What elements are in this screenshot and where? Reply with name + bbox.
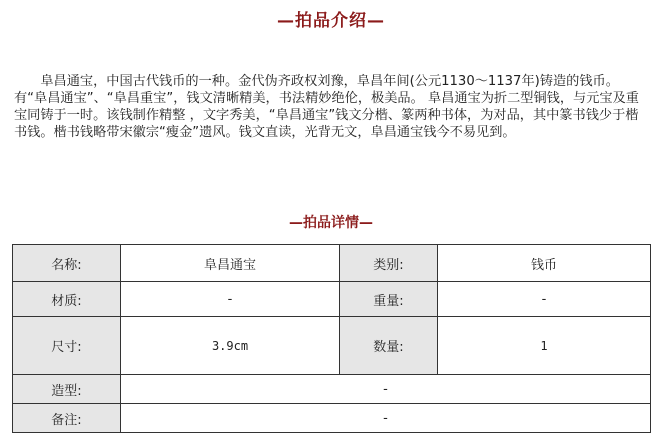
remark-label: 备注: (13, 404, 121, 433)
weight-value: - (438, 282, 651, 317)
details-section-title: —拍品详情— (289, 215, 373, 231)
table-row (13, 317, 651, 375)
category-value: 钱币 (438, 245, 651, 282)
name-value: 阜昌通宝 (121, 245, 340, 282)
quantity-label: 数量: (340, 317, 438, 375)
intro-section-title: —拍品介绍— (277, 11, 385, 31)
table-row (13, 404, 651, 433)
shape-label: 造型: (13, 375, 121, 404)
weight-label: 重量: (340, 282, 438, 317)
size-label: 尺寸: (13, 317, 121, 375)
remark-value: - (121, 404, 651, 433)
name-label: 名称: (13, 245, 121, 282)
intro-paragraph: 阜昌通宝，中国古代钱币的一种。金代伪齐政权刘豫，阜昌年间(公元1130～1137年)铸造的钱币。有“阜昌通宝”、“阜昌重宝”，钱文清晰精美，书法精妙绝伦，极美品。 阜昌通宝为折二型铜钱，与元宝及重宝同铸于一时。该钱制作精整 ，文字秀美，“阜昌通宝”钱文分楷、篆两种书体，为对品，其中篆书钱少于楷书钱。楷书钱略带宋徽宗“瘦金”遗风。钱文直读，光背无文，阜昌通宝钱今不易见到。 (14, 74, 639, 140)
material-label: 材质: (13, 282, 121, 317)
material-value: - (121, 282, 340, 317)
table-row (13, 282, 651, 317)
table-row (13, 375, 651, 404)
details-table (12, 244, 651, 433)
table-row (13, 245, 651, 282)
shape-value: - (121, 375, 651, 404)
size-value: 3.9cm (121, 317, 340, 375)
category-label: 类别: (340, 245, 438, 282)
quantity-value: 1 (438, 317, 651, 375)
